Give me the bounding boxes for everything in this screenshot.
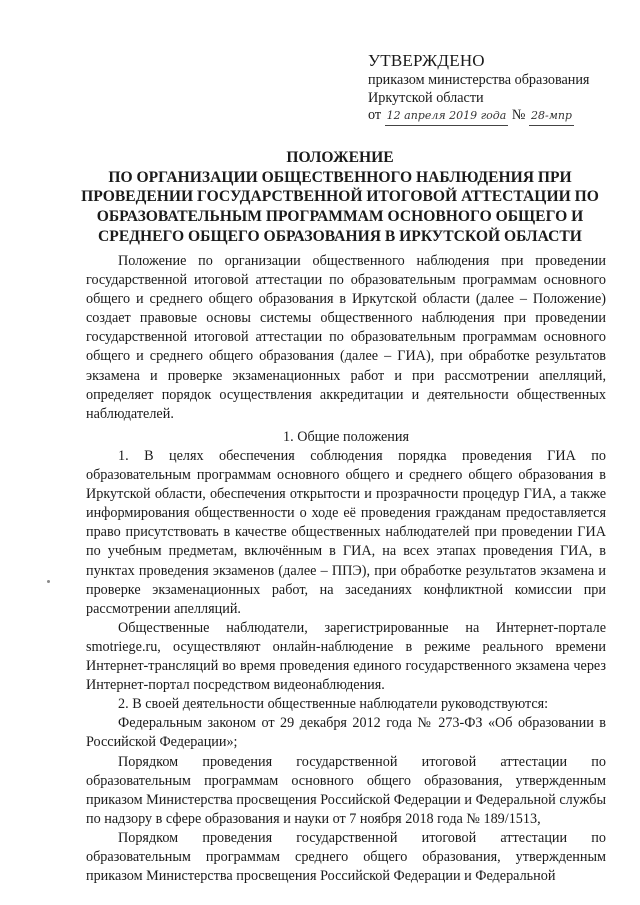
section-body bbox=[86, 447, 606, 886]
approval-line-1: приказом министерства образования bbox=[368, 72, 590, 88]
title-line-1: ПОЛОЖЕНИЕ bbox=[286, 149, 394, 166]
paragraph-1: 1. В целях обеспечения соблюдения порядка проведения ГИА по образовательным программам основного общего и среднего общего образования в Иркутской области, обеспечения открытости и прозрачности процедур ГИА, а также информирования общественности о ходе её проведения гражданам предоставляется право присутствовать в качестве общественных наблюдателей при проведении ГИА по учебным предметам, включённым в ГИА, на всех этапах проведения ГИА, в пунктах проведения экзаменов (далее – ППЭ), при обработке результатов экзамена и проверке экзаменационных работ, на заседаниях конфликтной комиссии при рассмотрении апелляций. bbox=[86, 448, 606, 617]
intro-block bbox=[86, 252, 606, 424]
approval-heading: УТВЕРЖДЕНО bbox=[368, 51, 485, 70]
section-heading: 1. Общие положения bbox=[283, 429, 409, 445]
document-title bbox=[60, 148, 620, 247]
paragraph-2: Общественные наблюдатели, зарегистрированные на Интернет-портале smotriege.ru, осуществляют онлайн-наблюдение в режиме реального времени Интернет-трансляций во время проведения единого государственного экзамена через Интернет-портал посредством видеонаблюдения. bbox=[86, 619, 606, 694]
title-line-4: ОБРАЗОВАТЕЛЬНЫМ ПРОГРАММАМ ОСНОВНОГО ОБЩЕГО И bbox=[96, 208, 584, 226]
approval-block bbox=[368, 50, 628, 126]
margin-dot bbox=[47, 580, 50, 583]
approval-line-2: Иркутской области bbox=[368, 89, 484, 106]
paragraph-5: Порядком проведения государственной итоговой аттестации по образовательным программам основного общего образования, утвержденным приказом Министерства просвещения Российской Федерации и Федеральной службы по надзору в сфере образования и науки от 7 ноября 2018 года № 189/1513, bbox=[86, 753, 606, 827]
paragraph-6: Порядком проведения государственной итоговой аттестации по образовательным программам среднего общего образования, утвержденным приказом Министерства просвещения Российской Федерации и Федеральной bbox=[86, 829, 606, 885]
title-line-2: ПО ОРГАНИЗАЦИИ ОБЩЕСТВЕННОГО НАБЛЮДЕНИЯ ПРИ bbox=[108, 168, 572, 186]
handwritten-number: 28-мпр bbox=[529, 107, 574, 126]
title-line-3: ПРОВЕДЕНИИ ГОСУДАРСТВЕННОЙ ИТОГОВОЙ АТТЕСТАЦИИ ПО bbox=[81, 188, 599, 206]
approval-date-line bbox=[368, 107, 628, 126]
paragraph-3: 2. В своей деятельности общественные наблюдатели руководствуются: bbox=[118, 696, 549, 713]
title-line-5: СРЕДНЕГО ОБЩЕГО ОБРАЗОВАНИЯ В ИРКУТСКОЙ ОБЛАСТИ bbox=[98, 227, 582, 245]
handwritten-date: 12 апреля 2019 года bbox=[385, 107, 509, 126]
intro-paragraph: Положение по организации общественного наблюдения при проведении государственной итоговой аттестации по образовательным программам основного общего и среднего общего образования в Иркутской области (далее – Положение) создает правовые основы системы общественного наблюдения при проведении государственной итоговой аттестации по образовательным программам основного общего и среднего общего образования (далее – ГИА), при обработке результатов экзамена и проверке экзаменационных работ и при рассмотрении апелляций, определяет порядок осуществления аккредитации и деятельности общественных наблюдателей. bbox=[86, 253, 606, 422]
number-label: № bbox=[511, 107, 526, 123]
paragraph-4: Федеральным законом от 29 декабря 2012 года № 273-ФЗ «Об образовании в Российской Федерации»; bbox=[86, 715, 606, 751]
from-label: от bbox=[368, 107, 382, 123]
